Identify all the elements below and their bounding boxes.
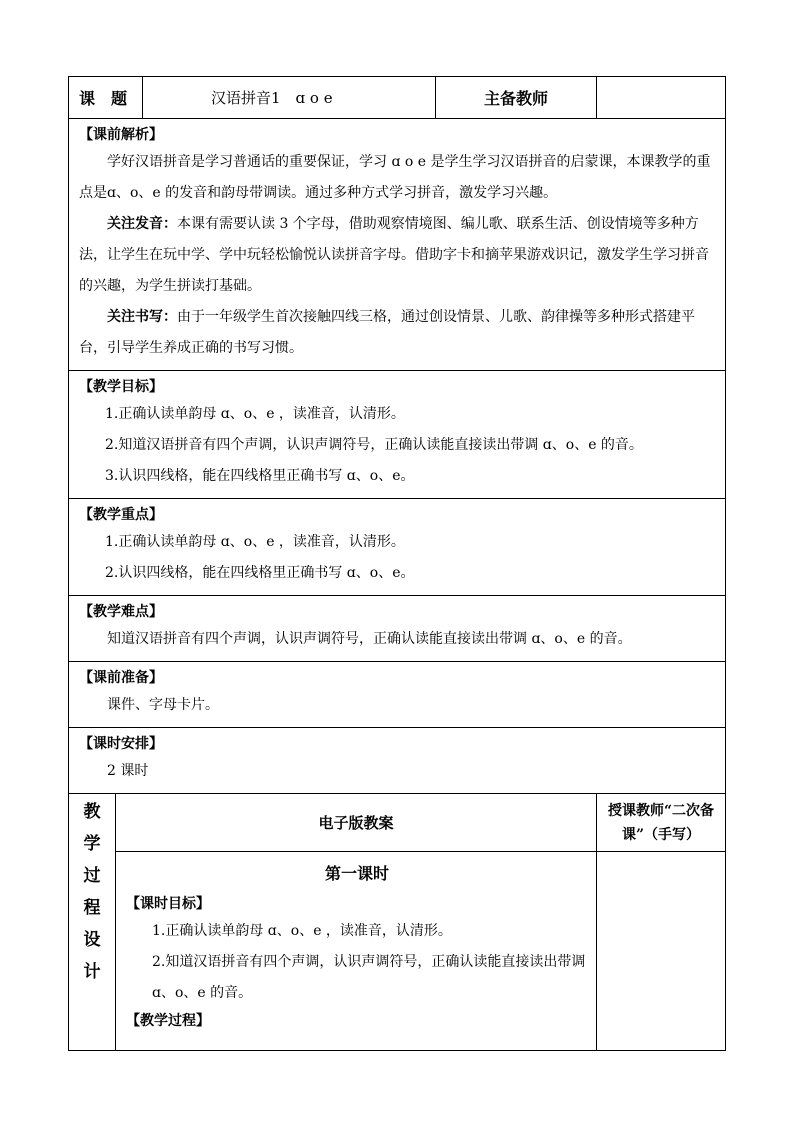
- analysis-title: 【课前解析】: [79, 127, 163, 143]
- analysis-paragraph-2: [79, 209, 717, 302]
- goal-item: 2.知道汉语拼音有四个声调，认识声调符号，正确认读能直接读出带调 ɑ、o、e 的音。: [105, 437, 643, 453]
- key-points-title: 【教学重点】: [79, 507, 163, 523]
- topic-label: 课 题: [69, 77, 143, 119]
- pronunciation-label: 关注发音：: [107, 216, 177, 232]
- process-body-row: [69, 852, 726, 1051]
- key-point-item: 2.认识四线格，能在四线格里正确书写 ɑ、o、e。: [105, 565, 415, 581]
- topic-value: 汉语拼音1 ɑ o e: [143, 77, 436, 119]
- process-header-row: [69, 794, 726, 852]
- teacher-value[interactable]: [597, 77, 726, 119]
- writing-label: 关注书写：: [107, 309, 177, 325]
- process-vertical-label: 教 学 过 程 设 计: [69, 794, 116, 1051]
- goals-row: [69, 371, 726, 499]
- preparation-text: 课件、字母卡片。: [107, 697, 219, 713]
- header-row: [69, 77, 726, 119]
- key-points-row: [69, 499, 726, 596]
- difficulties-text: 知道汉语拼音有四个声调，认识声调符号，正确认读能直接读出带调 ɑ、o、e 的音。: [107, 631, 632, 647]
- goal-item: 3.认识四线格，能在四线格里正确书写 ɑ、o、e。: [105, 468, 415, 484]
- difficulties-title: 【教学难点】: [79, 604, 163, 620]
- teacher-label: 主备教师: [436, 77, 597, 119]
- analysis-row: [69, 119, 726, 371]
- schedule-title: 【课时安排】: [79, 736, 163, 752]
- goals-title: 【教学目标】: [79, 379, 163, 395]
- pronunciation-text: 本课有需要认读 3 个字母，借助观察情境图、编儿歌、联系生活、创设情境等多种方法，让学生在玩中学、学中玩轻松愉悦认读拼音字母。借助字卡和摘苹果游戏识记，激发学生学习拼音的兴趣，为学生拼读打基础。: [79, 216, 709, 294]
- electronic-plan-header: 电子版教案: [116, 794, 597, 852]
- analysis-paragraph-1: 学好汉语拼音是学习普通话的重要保证，学习 ɑ o e 是学生学习汉语拼音的启蒙课，本课教学的重点是ɑ、o、e 的发音和韵母带调读。通过多种方式学习拼音，激发学习兴趣。: [79, 154, 711, 201]
- lesson-goal-title: 【课时目标】: [126, 896, 210, 912]
- goal-item: 1.正确认读单韵母 ɑ、o、e ，读准音，认清形。: [105, 406, 405, 422]
- schedule-text: 2 课时: [107, 763, 149, 779]
- preparation-row: [69, 662, 726, 728]
- difficulties-row: [69, 596, 726, 662]
- handwritten-notes-area[interactable]: [597, 852, 726, 1051]
- schedule-row: [69, 728, 726, 794]
- lesson-plan-page: [68, 76, 725, 1051]
- lesson-process-title: 【教学过程】: [126, 1013, 210, 1029]
- lesson-title: 第一课时: [325, 864, 390, 883]
- lesson-goal-item: 1.正确认读单韵母 ɑ、o、e ，读准音，认清形。: [152, 923, 452, 939]
- lesson-plan-table: [68, 76, 726, 1051]
- preparation-title: 【课前准备】: [79, 670, 163, 686]
- lesson-goal-item: 2.知道汉语拼音有四个声调，认识声调符号，正确认读能直接读出带调 ɑ、o、e 的音。: [152, 954, 586, 1001]
- key-point-item: 1.正确认读单韵母 ɑ、o、e ，读准音，认清形。: [105, 534, 405, 550]
- analysis-paragraph-3: [79, 302, 717, 364]
- writing-text: 由于一年级学生首次接触四线三格，通过创设情景、儿歌、韵律操等多种形式搭建平台，引导学生养成正确的书写习惯。: [79, 309, 695, 356]
- second-prep-header: 授课教师“二次备课”（手写）: [597, 794, 726, 852]
